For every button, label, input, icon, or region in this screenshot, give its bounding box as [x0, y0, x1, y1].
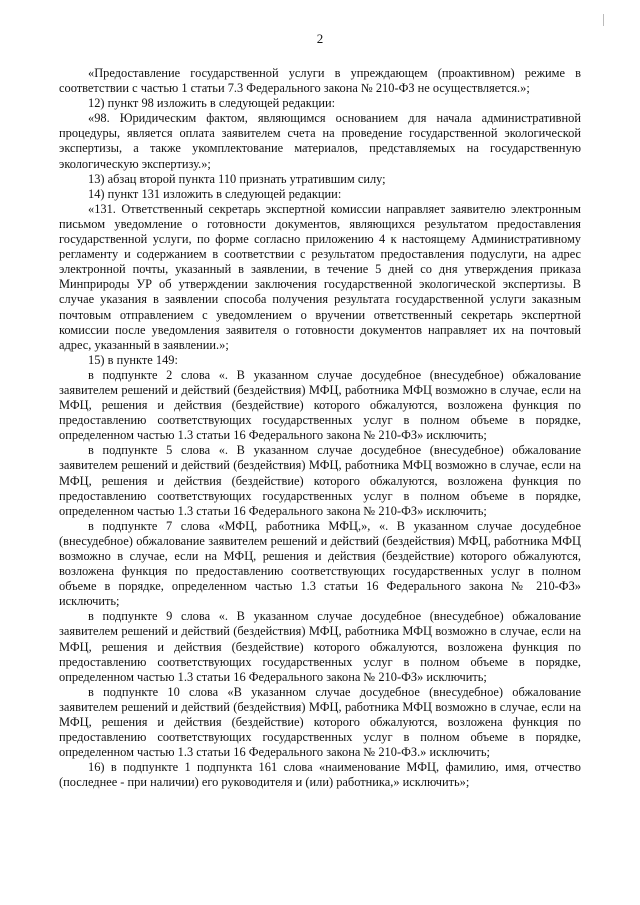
paragraph-subitem-5: в подпункте 5 слова «. В указанном случае досудебное (внесудебное) обжалование заявителем решений и действий (бездействия) МФЦ, работника МФЦ возможно в случае, если на МФЦ, решения и действия (бездействие) которого обжалуются, возложена функция по предоставлению соответствующих государственных услуг в полном объеме в порядке, определенном частью 1.3 статьи 16 Федерального закона № 210-ФЗ» исключить;: [59, 443, 581, 518]
scan-mark: [603, 14, 604, 26]
paragraph-item-16: 16) в подпункте 1 подпункта 161 слова «наименование МФЦ, фамилию, имя, отчество (последнее - при наличии) его руководителя и (или) работника,» исключить»;: [59, 760, 581, 790]
paragraph-preamble-quote: «Предоставление государственной услуги в упреждающем (проактивном) режиме в соответствии с частью 1 статьи 7.3 Федерального закона № 210-ФЗ не осуществляется.»;: [59, 66, 581, 96]
page-number: 2: [316, 31, 324, 46]
document-body: [59, 66, 581, 791]
paragraph-subitem-7: в подпункте 7 слова «МФЦ, работника МФЦ,», «. В указанном случае досудебное (внесудебное) обжалование заявителем решений и действий (бездействия) МФЦ, работника МФЦ возможно в случае, если на МФЦ, решения и действия (бездействие) которого обжалуются, возложена функция по предоставлению соответствующих государственных услуг в полном объеме в порядке, определенном частью 1.3 статьи 16 Федерального закона № 210-ФЗ» исключить;: [59, 518, 581, 609]
paragraph-item-98-text: «98. Юридическим фактом, являющимся основанием для начала административной процедуры, является оплата заявителем счета на проведение государственной экологической экспертизы, а также укомплектование материалов, представляемых на государственную экологическую экспертизу.»;: [59, 111, 581, 171]
paragraph-item-131-text: «131. Ответственный секретарь экспертной комиссии направляет заявителю электронным письмом уведомление о готовности документов, являющихся результатом предоставления государственной услуги, по форме согласно приложению 4 к настоящему Административному регламенту и содержанием в соответствии с результатом предоставления подуслуги, на адрес электронной почты, указанный в заявлении, в течение 5 дней со дня утверждения приказа Минприроды УР об утверждении заключения государственной экологической экспертизы. В случае указания в заявлении способа получения результата государственной услуги заказным почтовым отправлением с уведомлением о вручении ответственный секретарь экспертной комиссии после уведомления заявителя о готовности документов направляет их на почтовый адрес, указанный в заявлении.»;: [59, 201, 581, 352]
paragraph-item-14: 14) пункт 131 изложить в следующей редакции:: [88, 186, 342, 201]
paragraph-item-13: 13) абзац второй пункта 110 признать утратившим силу;: [88, 171, 386, 186]
paragraph-subitem-9: в подпункте 9 слова «. В указанном случае досудебное (внесудебное) обжалование заявителем решений и действий (бездействия) МФЦ, работника МФЦ возможно в случае, если на МФЦ, решения и действия (бездействие) которого обжалуются, возложена функция по предоставлению соответствующих государственных услуг в полном объеме в порядке, определенном частью 1.3 статьи 16 Федерального закона № 210-ФЗ» исключить;: [59, 609, 581, 684]
paragraph-subitem-10: в подпункте 10 слова «В указанном случае досудебное (внесудебное) обжалование заявителем решений и действий (бездействия) МФЦ, работника МФЦ возможно в случае, если на МФЦ, решения и действия (бездействие) которого обжалуются, возложена функция по предоставлению соответствующих государственных услуг в полном объеме в порядке, определенном частью 1.3 статьи 16 Федерального закона № 210-ФЗ.» исключить;: [59, 684, 581, 760]
paragraph-subitem-2: в подпункте 2 слова «. В указанном случае досудебное (внесудебное) обжалование заявителем решений и действий (бездействия) МФЦ, работника МФЦ возможно в случае, если на МФЦ, решения и действия (бездействие) которого обжалуются, возложена функция по предоставлению соответствующих государственных услуг в полном объеме в порядке, определенном частью 1.3 статьи 16 Федерального закона № 210-ФЗ» исключить;: [59, 367, 581, 443]
paragraph-item-12: 12) пункт 98 изложить в следующей редакции:: [88, 96, 336, 111]
paragraph-item-15: 15) в пункте 149:: [88, 352, 178, 367]
